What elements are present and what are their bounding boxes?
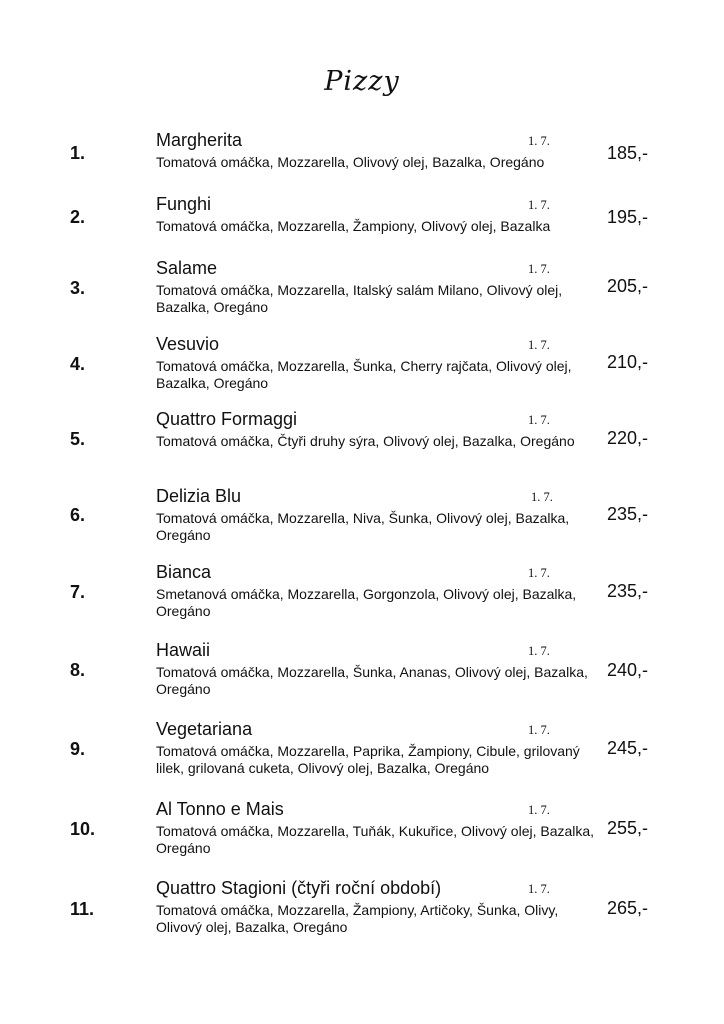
item-price: 235,- [607,504,649,524]
item-allergens: 1. 7. [528,882,550,896]
item-name: Vegetariana [156,719,253,739]
item-description: Tomatová omáčka, Mozzarella, Paprika, Žampiony, Cibule, grilovaný lilek, grilovaná cuketa, Olivový olej, Bazalka, Oregáno [156,743,580,776]
item-name: Quattro Stagioni (čtyři roční období) [156,878,442,898]
item-number: 8. [70,660,86,680]
item-name: Funghi [156,194,212,214]
item-name: Al Tonno e Mais [156,799,284,819]
item-price: 245,- [607,738,649,758]
item-number: 11. [70,899,95,919]
page-title: Pizzy [324,66,400,97]
item-allergens: 1. 7. [528,262,550,276]
item-allergens: 1. 7. [528,723,550,737]
item-number: 1. [70,143,86,163]
item-price: 205,- [607,276,649,296]
item-allergens: 1. 7. [528,198,550,212]
item-number: 10. [70,819,96,839]
item-description: Tomatová omáčka, Mozzarella, Žampiony, Artičoky, Šunka, Olivy, Olivový olej, Bazalka, Oregáno [156,902,559,935]
item-description: Tomatová omáčka, Mozzarella, Olivový olej, Bazalka, Oregáno [156,154,545,170]
item-description: Tomatová omáčka, Mozzarella, Žampiony, Olivový olej, Bazalka [156,218,551,234]
item-number: 9. [70,739,86,759]
item-number: 7. [70,582,86,602]
item-description: Smetanová omáčka, Mozzarella, Gorgonzola, Olivový olej, Bazalka, Oregáno [156,586,577,619]
item-description: Tomatová omáčka, Mozzarella, Italský salám Milano, Olivový olej, Bazalka, Oregáno [156,282,563,315]
item-description: Tomatová omáčka, Mozzarella, Šunka, Cherry rajčata, Olivový olej, Bazalka, Oregáno [156,358,572,391]
item-name: Vesuvio [156,334,220,354]
item-name: Hawaii [156,640,211,660]
item-description: Tomatová omáčka, Čtyři druhy sýra, Olivový olej, Bazalka, Oregáno [156,433,575,449]
item-price: 235,- [607,581,649,601]
item-name: Quattro Formaggi [156,409,298,429]
item-price: 210,- [607,352,649,372]
item-price: 195,- [607,207,649,227]
item-number: 4. [70,354,86,374]
item-number: 6. [70,505,86,525]
item-allergens: 1. 7. [531,490,553,504]
item-description: Tomatová omáčka, Mozzarella, Šunka, Ananas, Olivový olej, Bazalka, Oregáno [156,664,588,697]
item-name: Bianca [156,562,212,582]
item-price: 240,- [607,660,649,680]
item-price: 185,- [607,143,649,163]
item-name: Delizia Blu [156,486,242,506]
item-price: 220,- [607,428,649,448]
item-allergens: 1. 7. [528,566,550,580]
item-allergens: 1. 7. [528,338,550,352]
item-number: 5. [70,429,86,449]
item-name: Margherita [156,130,243,150]
item-name: Salame [156,258,218,278]
item-price: 265,- [607,898,649,918]
item-number: 3. [70,278,86,298]
item-description: Tomatová omáčka, Mozzarella, Tuňák, Kukuřice, Olivový olej, Bazalka, Oregáno [156,823,595,856]
item-allergens: 1. 7. [528,644,550,658]
item-number: 2. [70,207,86,227]
item-description: Tomatová omáčka, Mozzarella, Niva, Šunka, Olivový olej, Bazalka, Oregáno [156,510,570,543]
item-price: 255,- [607,818,649,838]
item-allergens: 1. 7. [528,413,550,427]
item-allergens: 1. 7. [528,803,550,817]
item-allergens: 1. 7. [528,134,550,148]
